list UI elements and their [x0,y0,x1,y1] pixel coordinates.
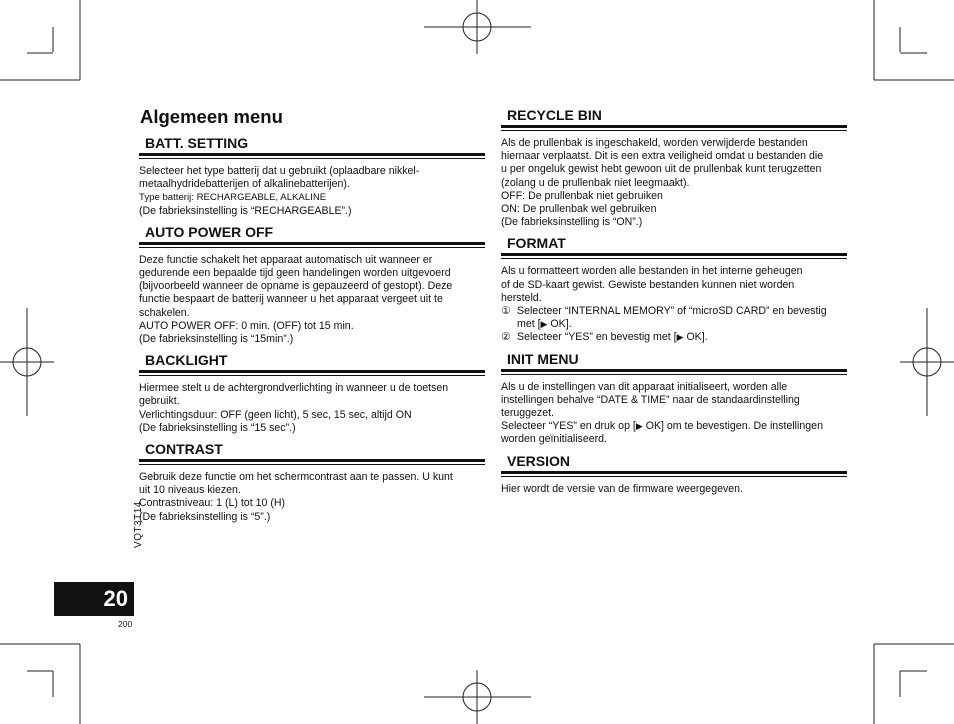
line-post: OK] om te bevestigen. De instellingen [642,420,823,433]
footer-number: 200 [118,619,133,629]
section-heading: AUTO POWER OFF [139,223,485,245]
body-line: Als u formatteert worden alle bestanden in het interne geheugen [501,265,803,278]
section-body [139,471,485,524]
body-line: ON: De prullenbak wel gebruiken [501,203,657,216]
body-line: schakelen. [139,306,190,319]
section-format [501,234,847,344]
body-line: instellingen behalve “DATE & TIME” naar de standaardinstelling [501,393,800,406]
body-line: Hiermee stelt u de achtergrondverlichting in wanneer u de toetsen [139,382,449,395]
body-line: Selecteer het type batterij dat u gebruikt (oplaadbare nikkel- [139,165,420,177]
body-line: (De fabrieksinstelling is “RECHARGEABLE”.) [139,204,352,217]
left-column [139,106,485,529]
page-number-tab [54,582,134,616]
step-text-post: OK]. [683,331,708,344]
step-number: ② [501,331,511,344]
section-heading: CONTRAST [139,440,485,462]
section-heading: FORMAT [501,234,847,256]
body-line: Type batterij: RECHARGEABLE, ALKALINE [139,192,327,204]
page-number: 20 [103,586,128,611]
body-line: of de SD-kaart gewist. Gewiste bestanden kunnen niet worden [501,278,795,291]
step-text-pre: Selecteer “YES” en bevestig met [ [517,331,677,344]
play-triangle-icon: ▶ [676,332,684,343]
section-heading: BATT. SETTING [139,134,485,156]
model-code: VQT3T14 [133,501,144,548]
body-line: hiernaar verplaatst. Dit is een extra veiligheid omdat u bestanden die [501,150,824,163]
body-line: (De fabrieksinstelling is “15 sec”.) [139,421,296,434]
body-line: OFF: De prullenbak niet gebruiken [501,189,663,202]
body-line: uit 10 niveaus kiezen. [139,484,241,497]
section-body [501,265,847,344]
body-line: Verlichtingsduur: OFF (geen licht), 5 sec, 15 sec, altijd ON [139,408,412,421]
body-line: functie bespaart de batterij wanneer u het apparaat vergeet uit te [139,293,443,306]
section-init-menu [501,350,847,447]
section-contrast [139,440,485,524]
step-text [517,305,827,331]
body-line: gebruikt. [139,395,180,408]
section-auto-power-off [139,223,485,346]
step-text-pre: met [ [517,318,541,331]
play-triangle-icon: ▶ [540,319,548,330]
body-line: (zolang u de prullenbak niet leegmaakt). [501,176,690,189]
page-title: Algemeen menu [140,106,283,127]
body-line: teruggezet. [501,407,555,420]
body-line: Deze functie schakelt het apparaat automatisch uit wanneer er [139,253,433,266]
section-heading: VERSION [501,452,847,474]
section-body [501,137,847,229]
section-version [501,452,847,496]
section-heading: RECYCLE BIN [501,106,847,128]
section-heading: BACKLIGHT [139,351,485,373]
section-body [139,254,485,346]
body-line: (De fabrieksinstelling is “ON”.) [501,216,643,229]
body-line [501,420,847,433]
right-column [501,106,847,501]
line-pre: Selecteer “YES” en druk op [ [501,420,636,433]
body-line: hersteld. [501,291,542,304]
body-line: Contrastniveau: 1 (L) tot 10 (H) [139,497,286,510]
body-line: Als u de instellingen van dit apparaat initialiseert, worden alle [501,380,788,393]
body-line: AUTO POWER OFF: 0 min. (OFF) tot 15 min. [139,319,354,332]
section-batt-setting [139,134,485,218]
step-text [517,331,708,344]
section-body [139,382,485,435]
body-line: Als de prullenbak is ingeschakeld, worden verwijderde bestanden [501,137,808,149]
section-heading: INIT MENU [501,350,847,372]
section-recycle-bin [501,106,847,229]
body-line: worden geïnitialiseerd. [501,433,607,446]
step-text-post: OK]. [547,318,572,331]
body-line: metaalhydridebatterijen of alkalinebatterijen). [139,178,350,191]
step-text-line: Selecteer “INTERNAL MEMORY” of “microSD CARD” en bevestig [517,305,827,318]
section-body [501,381,847,447]
body-line: (bijvoorbeeld wanneer de opname is gepauzeerd of gestopt). Deze [139,280,453,293]
step-number: ① [501,305,511,318]
section-body [139,165,485,218]
step-item [501,331,847,344]
body-line: (De fabrieksinstelling is “5”.) [139,510,271,523]
body-line: u per ongeluk gewist hebt gewoon uit de prullenbak kunt terugzetten [501,163,822,176]
play-triangle-icon: ▶ [635,421,643,432]
section-body [501,483,847,496]
body-line: Hier wordt de versie van de firmware weergegeven. [501,482,744,495]
section-backlight [139,351,485,435]
body-line: gedurende een bepaalde tijd geen handelingen worden uitgevoerd [139,267,451,280]
body-line: Gebruik deze functie om het schermcontrast aan te passen. U kunt [139,471,453,484]
body-line: (De fabrieksinstelling is “15min”.) [139,333,294,346]
step-item [501,305,847,331]
